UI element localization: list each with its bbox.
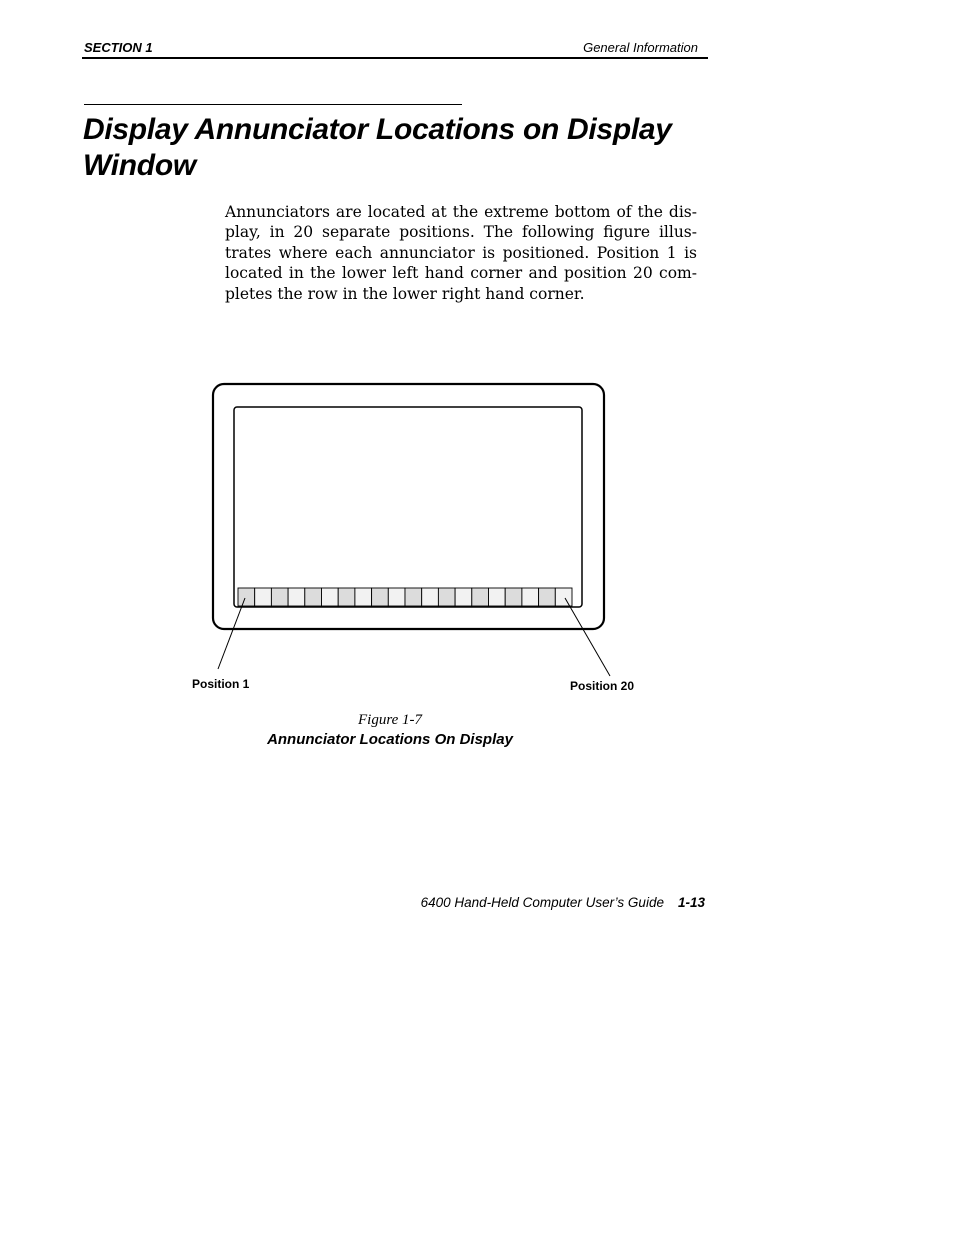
annunciator-cell-20 [555, 588, 572, 606]
page-footer [390, 895, 705, 910]
annunciator-cell-12 [422, 588, 439, 606]
body-paragraph: Annunciators are located at the extreme bottom of the dis- play, in 20 separate positions. The following figure illus- trates where each annunciator is positioned. Position 1 is located in the lower left hand corner and position 20 com- pletes the row in the lower right hand corner. [225, 203, 697, 303]
page-title: Display Annunciator Locations on Display Window [83, 113, 672, 182]
annunciator-cell-3 [271, 588, 288, 606]
annunciator-cell-9 [372, 588, 389, 606]
annunciator-cell-7 [338, 588, 355, 606]
guide-title: 6400 Hand-Held Computer User’s Guide [420, 895, 664, 910]
annunciator-cell-16 [489, 588, 506, 606]
annunciator-cell-11 [405, 588, 422, 606]
page-number: 1-13 [677, 895, 705, 910]
annunciator-cell-13 [438, 588, 455, 606]
display-window [234, 407, 582, 607]
annunciator-cell-17 [505, 588, 522, 606]
figure-number: Figure 1-7 [357, 712, 422, 728]
leader-line-position-1 [218, 598, 245, 669]
annunciator-figure [185, 378, 655, 700]
annunciator-row [238, 588, 572, 606]
title-rule [84, 104, 462, 105]
annunciator-cell-19 [539, 588, 556, 606]
chapter-header: General Information [583, 40, 698, 55]
section-header: SECTION 1 [84, 40, 153, 55]
annunciator-cell-15 [472, 588, 489, 606]
annunciator-cell-14 [455, 588, 472, 606]
annunciator-cell-18 [522, 588, 539, 606]
display-diagram [185, 378, 655, 700]
position-1-label: Position 1 [192, 677, 250, 691]
header-rule [82, 57, 708, 59]
position-20-label: Position 20 [570, 679, 635, 693]
annunciator-cell-6 [322, 588, 339, 606]
annunciator-cell-4 [288, 588, 305, 606]
annunciator-cell-1 [238, 588, 255, 606]
annunciator-cell-2 [255, 588, 272, 606]
annunciator-cell-8 [355, 588, 372, 606]
annunciator-cell-5 [305, 588, 322, 606]
annunciator-cell-10 [388, 588, 405, 606]
figure-caption: Annunciator Locations On Display [267, 731, 513, 748]
